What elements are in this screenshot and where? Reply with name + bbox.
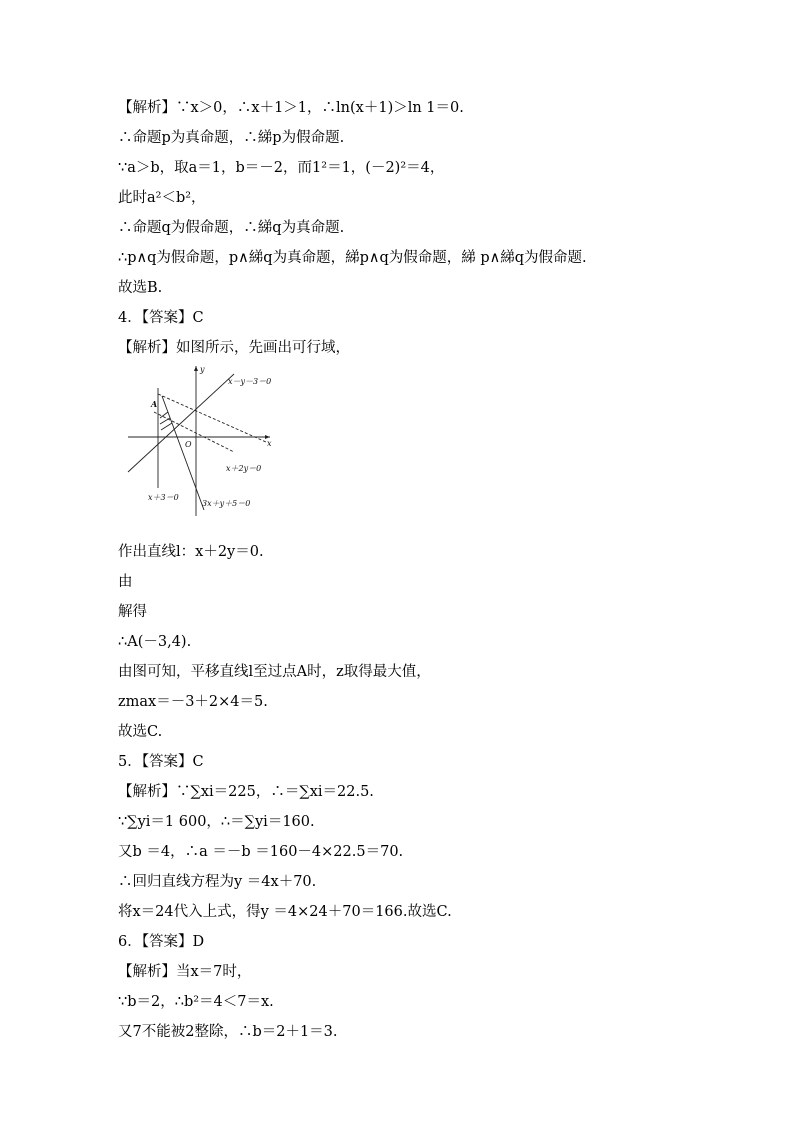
line-label-x-3: x＋3＝0 <box>148 493 179 502</box>
hatch-mark <box>161 423 172 430</box>
line-x-2y-dashed-2 <box>154 412 234 452</box>
text-line-1: 【解析】∵x＞0，∴x＋1＞1，∴ln(x＋1)＞ln 1＝0. <box>118 100 464 116</box>
answer-5: 5．【答案】C <box>118 754 204 770</box>
text-line-6: ∴p∧q为假命题，p∧綈q为真命题，綈p∧q为假命题，綈 p∧綈q为假命题. <box>118 250 587 266</box>
text-line-19: ∵∑yi＝1 600，∴＝∑yi＝160. <box>118 814 315 830</box>
text-line-12: 解得 <box>118 604 147 620</box>
text-line-7: 故选B. <box>118 280 163 296</box>
text-line-16: 故选C. <box>118 724 163 740</box>
answer-4: 4．【答案】C <box>118 310 204 326</box>
y-axis-label: y <box>200 365 205 374</box>
text-line-14: 由图可知，平移直线l至过点A时，z取得最大值， <box>118 664 431 680</box>
answer-6: 6．【答案】D <box>118 934 205 950</box>
x-axis-label: x <box>267 439 272 448</box>
text-line-24: 【解析】当x＝7时， <box>118 964 252 980</box>
text-line-9: 【解析】如图所示，先画出可行域， <box>118 340 350 356</box>
text-line-22: 将x＝24代入上式，得y ＝4×24＋70＝166.故选C. <box>118 904 452 920</box>
text-line-4: 此时a²＜b²， <box>118 190 206 206</box>
text-line-2: ∴命题p为真命题，∴綈p为假命题. <box>118 130 345 146</box>
line-label-3x-y-5: 3x＋y＋5＝0 <box>202 499 251 508</box>
text-line-21: ∴回归直线方程为y ＝4x＋70. <box>118 874 317 890</box>
text-line-26: 又7不能被2整除，∴b＝2＋1＝3. <box>118 1024 338 1040</box>
hatch-mark <box>160 418 170 424</box>
point-a-label: A <box>151 399 158 409</box>
origin-label: O <box>185 440 192 449</box>
text-line-18: 【解析】∵∑xi＝225，∴＝∑xi＝22.5. <box>118 784 374 800</box>
feasible-region-graph <box>124 360 274 518</box>
line-x-2y-dashed-1 <box>158 394 266 442</box>
line-label-x-y-3: x－y－3＝0 <box>228 377 272 386</box>
text-line-5: ∴命题q为假命题，∴綈q为真命题. <box>118 220 345 236</box>
text-line-25: ∵b＝2，∴b²＝4＜7＝x. <box>118 994 274 1010</box>
line-label-x-2y: x＋2y＝0 <box>226 464 262 473</box>
text-line-13: ∴A(－3,4). <box>118 634 192 650</box>
feasible-region-figure <box>124 360 274 518</box>
text-line-20: 又b ＝4，∴a ＝－b ＝160－4×22.5＝70. <box>118 844 404 860</box>
y-axis-arrow-icon <box>194 366 198 371</box>
text-line-15: zmax＝－3＋2×4＝5. <box>118 694 268 710</box>
text-line-10: 作出直线l：x＋2y＝0. <box>118 544 264 560</box>
text-line-3: ∵a＞b，取a＝1，b＝－2，而1²＝1，(－2)²＝4， <box>118 160 445 176</box>
line-x-y-3 <box>128 374 234 472</box>
text-line-11: 由 <box>118 574 133 590</box>
